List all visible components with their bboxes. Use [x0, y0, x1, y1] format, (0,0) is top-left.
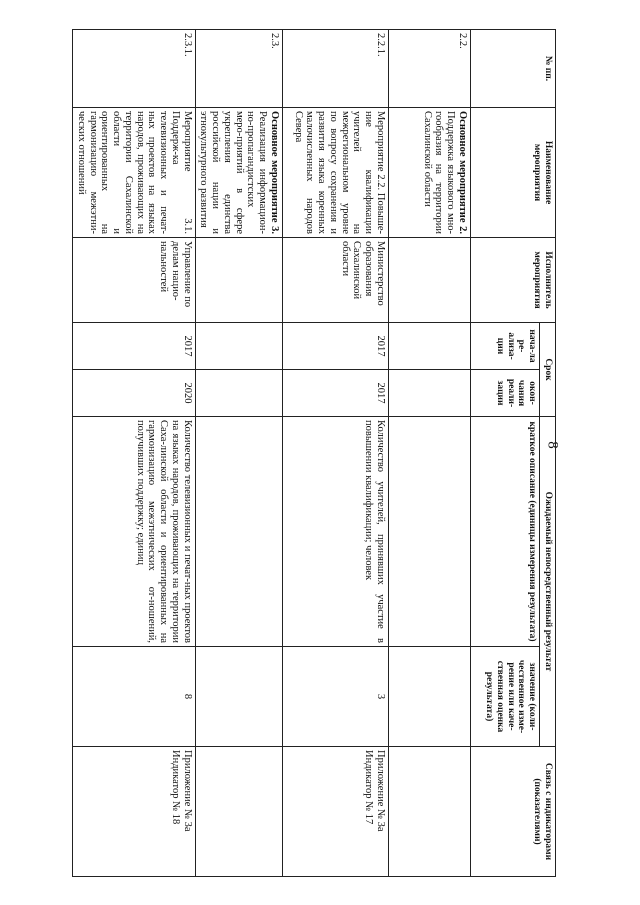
page-number: 8	[544, 441, 561, 449]
table-row	[195, 30, 282, 877]
row-end: 2020	[72, 370, 195, 417]
row-end	[195, 370, 282, 417]
row-brief: Количество учителей, принявших участие в повышении квалификации; человек	[283, 417, 389, 647]
header-end: окон-чания реали-зации	[471, 370, 540, 417]
row-start	[195, 323, 282, 370]
row-value: 8	[72, 647, 195, 747]
header-executor: Исполнитель мероприятия	[471, 238, 556, 323]
row-link	[389, 747, 471, 877]
row-brief: Количество телевизионных и печат-ных проектов на языках народов, проживающих на территории Саха-линской области и ориентированных на гармонизацию межэтнических от-ношений, получивших поддержку; единиц	[72, 417, 195, 647]
header-value: значение (коли-чественное изме-рение или каче-ственная оценка результата)	[471, 647, 540, 747]
rotated-document	[75, 29, 556, 876]
rotated-table-frame	[75, 29, 556, 876]
row-end: 2017	[283, 370, 389, 417]
row-link: Приложение № 3а Индикатор № 18	[72, 747, 195, 877]
row-value	[195, 647, 282, 747]
row-brief	[195, 417, 282, 647]
row-name-rest: Реализация информацион-но-пропагандистских меро-приятий в сфере укрепления единства российской нации и этнокультурного развития	[198, 111, 269, 234]
row-name-bold: Основное мероприятие 2.	[457, 111, 468, 234]
row-start: 2017	[283, 323, 389, 370]
row-executor	[195, 238, 282, 323]
row-num: 2.3.	[195, 30, 282, 108]
activities-table	[72, 29, 556, 877]
row-start	[389, 323, 471, 370]
header-link: Связь с индикаторами (показателями)	[471, 747, 556, 877]
row-value	[389, 647, 471, 747]
header-expected: Ожидаемый непосредственный результат	[540, 417, 556, 747]
row-name	[195, 108, 282, 238]
row-num: 2.2.1.	[283, 30, 389, 108]
row-name	[72, 108, 195, 238]
header-start: нача-ла ре-ализа-ции	[471, 323, 540, 370]
header-brief: краткое описание (единицы измерения результата)	[471, 417, 540, 647]
header-num: № пп.	[471, 30, 556, 108]
row-link	[195, 747, 282, 877]
row-start: 2017	[72, 323, 195, 370]
header-term: Срок	[540, 323, 556, 417]
row-name-bold: Основное мероприятие 3.	[269, 111, 280, 234]
row-name-rest: Мероприятие 2.2. Повыше-ние квалификации учителей на межрегиональном уровне по вопросу сохранения и развития языка коренных малочисленных народов Севера	[292, 111, 386, 234]
header-name: Наименование мероприятия	[471, 108, 556, 238]
row-executor: Управление по делам нацио-нальностей	[72, 238, 195, 323]
table-row	[72, 30, 195, 877]
row-executor: Министерство образования Сахалинской области	[283, 238, 389, 323]
row-value: 3	[283, 647, 389, 747]
table-row	[283, 30, 389, 877]
row-name-rest: Поддержка языкового мно-гообразия на территории Сахалинской области	[421, 111, 457, 234]
row-end	[389, 370, 471, 417]
row-name	[389, 108, 471, 238]
row-num: 2.2.	[389, 30, 471, 108]
row-name-rest: Мероприятие 3.1. Поддерж-ка телевизионных и печат-ных проектов на языках народов, проживающих на территории Сахалинской области и ориентированных на гармонизацию межэтни-ческих отношений	[76, 111, 193, 234]
row-executor	[389, 238, 471, 323]
row-name	[283, 108, 389, 238]
row-brief	[389, 417, 471, 647]
row-link: Приложение № 3а Индикатор № 17	[283, 747, 389, 877]
row-num: 2.3.1.	[72, 30, 195, 108]
table-row	[389, 30, 471, 877]
